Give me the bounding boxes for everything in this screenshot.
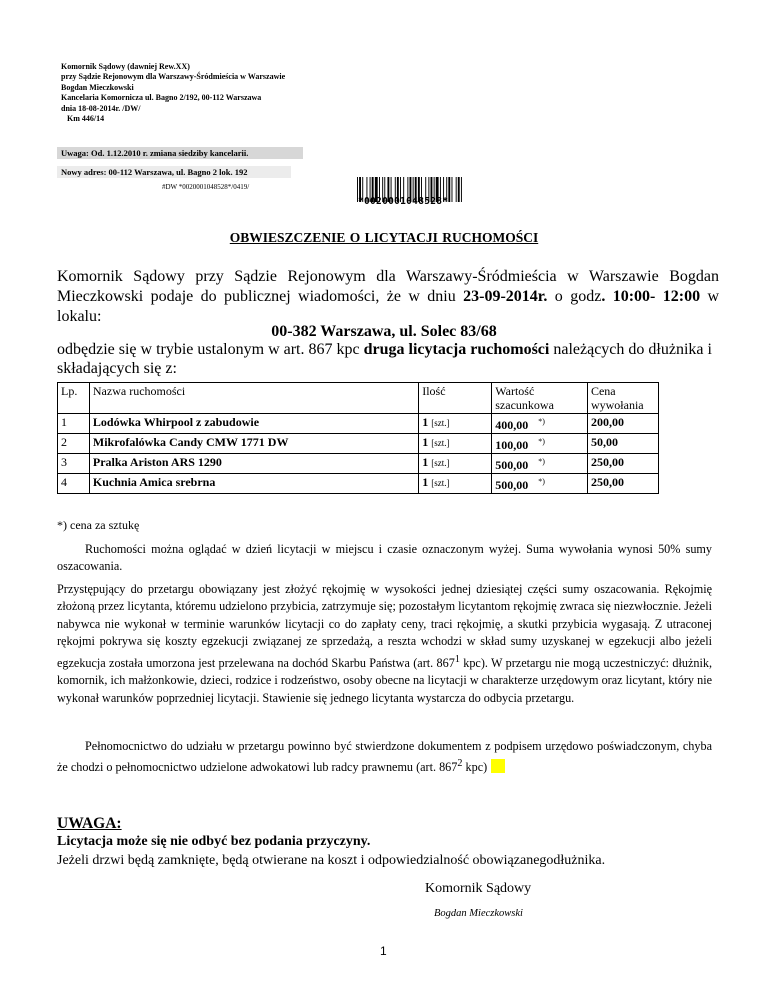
header-line: Komornik Sądowy (dawniej Rew.XX) (61, 62, 190, 71)
header-price: Cena wywołania (587, 383, 658, 414)
row-price: 250,00 (587, 474, 658, 494)
header-qty: Ilość (419, 383, 492, 414)
document-title: OBWIESZCZENIE O LICYTACJI RUCHOMOŚCI (229, 230, 539, 245)
auction-address: 00-382 Warszawa, ul. Solec 83/68 (271, 323, 497, 340)
row-lp: 2 (58, 434, 90, 454)
warning-block (57, 815, 370, 851)
page-number: 1 (380, 944, 387, 958)
table-row (58, 454, 659, 474)
auction-time: . 10:00- 12:00 (601, 288, 701, 305)
signature-title: Komornik Sądowy (425, 881, 532, 896)
items-table (57, 382, 659, 494)
auction-date: 23-09-2014r. (463, 288, 548, 305)
row-price: 50,00 (587, 434, 658, 454)
barcode-number: *0020001048528* (358, 196, 449, 207)
header-line: Km 446/14 (61, 114, 105, 124)
auction-text: należących do dłużnika i składających się z: (57, 341, 712, 377)
proxy-paragraph: Pełnomocnictwo do udziału w przetargu powinno być stwierdzone dokumentem z podpisem urzędowo poświadczonym, chyba że chodzi o pełnomocnictwo udzielone adwokatowi lub radcy prawnemu (art. $867^2$ kpc) (57, 739, 712, 775)
row-value: 500,00 *) (492, 454, 588, 474)
table-header-row (58, 383, 659, 414)
office-change-notice: Uwaga: Od. 1.12.2010 r. zmiana siedziby kancelarii. (57, 147, 303, 159)
auction-paragraph (57, 340, 719, 378)
row-name: Kuchnia Amica srebrna (89, 474, 418, 494)
intro-paragraph (57, 267, 719, 327)
row-lp: 4 (58, 474, 90, 494)
header-name: Nazwa ruchomości (89, 383, 418, 414)
row-qty: 1 [szt.] (419, 414, 492, 434)
auction-type: druga licytacja ruchomości (363, 341, 550, 358)
warning-heading: UWAGA: (57, 815, 122, 832)
header-line: Kancelaria Komornicza ul. Bagno 2/192, 00-112 Warszawa (61, 93, 262, 103)
row-value: 100,00 *) (492, 434, 588, 454)
auction-text: odbędzie się w trybie ustalonym w art. 867 kpc (57, 341, 364, 358)
header-line: przy Sądzie Rejonowym dla Warszawy-Śródmieścia w Warszawie (61, 72, 286, 82)
signature-name: Bogdan Mieczkowski (434, 908, 523, 919)
price-footnote: *) cena za sztukę (57, 518, 140, 532)
header-line: dnia 18-08-2014r. /DW/ (61, 103, 141, 113)
row-name: Lodówka Whirpool z zabudowie (89, 414, 418, 434)
row-value: 500,00 *) (492, 474, 588, 494)
row-qty: 1 [szt.] (419, 434, 492, 454)
table-row (58, 474, 659, 494)
intro-text: o godz (547, 288, 602, 305)
bailiff-header (61, 62, 285, 124)
inspection-paragraph: Ruchomości można oglądać w dzień licytacji w miejscu i czasie oznaczonym wyżej. Suma wywołania wynosi 50% sumy oszacowania. (57, 542, 712, 574)
intro-text: Komornik Sądowy przy Sądzie Rejonowym dla Warszawy-Śródmieścia w Warszawie Bogdan Mieczkowski podaje do publicznej wiadomości, że w dniu (57, 268, 719, 305)
row-name: Pralka Ariston ARS 1290 (89, 454, 418, 474)
row-qty: 1 [szt.] (419, 454, 492, 474)
header-lp: Lp. (58, 383, 90, 414)
row-price: 200,00 (587, 414, 658, 434)
row-name: Mikrofalówka Candy CMW 1771 DW (89, 434, 418, 454)
header-line: Bogdan Mieczkowski (61, 82, 134, 92)
warning-doors: Jeżeli drzwi będą zamknięte, będą otwierane na koszt i odpowiedzialność obowiązanegodłużnika. (57, 853, 606, 868)
row-qty: 1 [szt.] (419, 474, 492, 494)
row-price: 250,00 (587, 454, 658, 474)
row-lp: 3 (58, 454, 90, 474)
new-address-notice: Nowy adres: 00-112 Warszawa, ul. Bagno 2 lok. 192 (57, 166, 291, 178)
table-row (58, 434, 659, 454)
case-reference: #DW *0020001048528*/0419/ (162, 183, 250, 191)
warning-line: Licytacja może się nie odbyć bez podania przyczyny. (57, 834, 371, 849)
deposit-paragraph: Przystępujący do przetargu obowiązany jest złożyć rękojmię w wysokości jednej dziesiątej części sumy oszacowania. Rękojmię złożoną przez licytanta, któremu udzielono przybicia, zatrzymuje się; pozostałym licytantom rękojmię zwraca się niezwłocznie. Jeżeli nabywca nie wykonał w terminie warunków licytacji co do zapłaty ceny, traci rękojmię, a skutki przybicia wygasają. Z utraconej rękojmi pokrywa się koszty egzekucji związanej ze sprzedażą, a reszta wchodzi w skład sumy uzyskanej w egzekucji albo jeżeli egzekucja została umorzona jest przelewana na dochód Skarbu Państwa (art. $867^1$ kpc). W przetargu nie mogą uczestniczyć: dłużnik, komornik, ich małżonkowie, dzieci, rodzice i rodzeństwo, osoby obecne na licytacji w charakterze urzędowym oraz licytant, który nie wykonał warunków poprzedniej licytacji. Stawienie się jednego licytanta wystarcza do odbycia przetargu. (57, 582, 712, 705)
header-value: Wartość szacunkowa (492, 383, 588, 414)
row-value: 400,00 *) (492, 414, 588, 434)
row-lp: 1 (58, 414, 90, 434)
intro-text: w lokalu: (57, 288, 720, 325)
table-row (58, 414, 659, 434)
highlight-mark (491, 759, 505, 773)
